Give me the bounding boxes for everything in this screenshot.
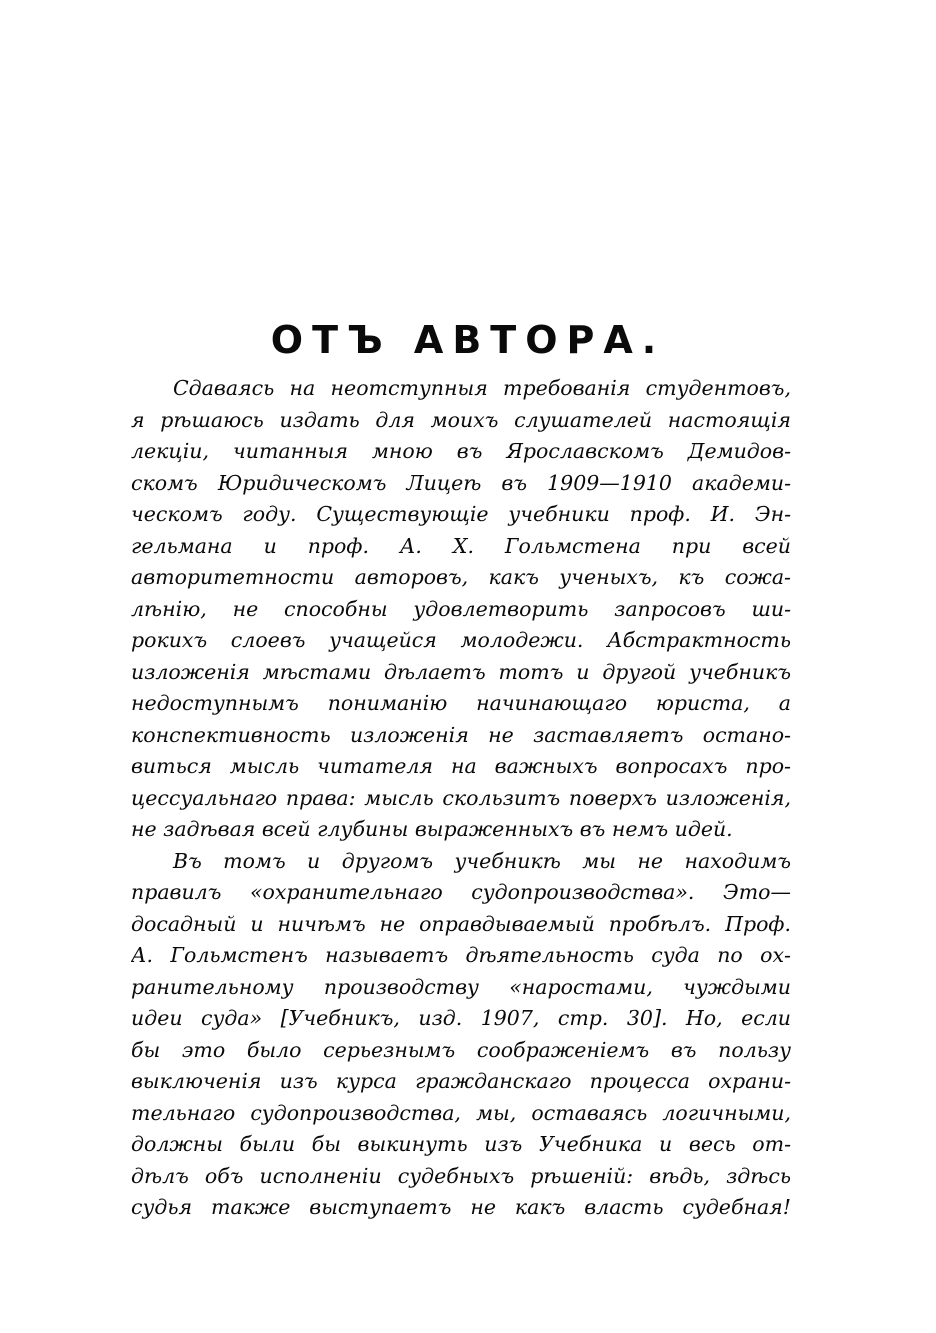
text-line: идеи суда» [Учебникъ, изд. 1907, стр. 30]. Но, если — [131, 1006, 791, 1030]
text-line: досадный и ничѣмъ не оправдываемый пробѣлъ. Проф. — [131, 911, 791, 936]
text-line: скомъ Юридическомъ Лицеѣ въ 1909—1910 академи- — [131, 470, 791, 495]
text-line: должны были бы выкинуть изъ Учебника и весь от- — [131, 1132, 791, 1156]
text-line: виться мысль читателя на важныхъ вопросахъ про- — [131, 754, 791, 778]
text-line: ранительному производству «наростами, чуждыми — [131, 974, 791, 999]
text-line: тельнаго судопроизводства, мы, оставаясь логичными, — [131, 1100, 791, 1125]
text-line: ческомъ году. Существующіе учебники проф. И. Эн- — [131, 502, 791, 526]
text-line: конспективность изложенія не заставляетъ остано- — [131, 722, 791, 747]
text-line: Сдаваясь на неотступныя требованія студентовъ, — [173, 376, 791, 400]
text-line: недоступнымъ пониманію начинающаго юриста, а — [131, 691, 791, 715]
text-line: правилъ «охранительнаго судопроизводства». Это— — [131, 880, 791, 904]
text-line: бы это было серьезнымъ соображеніемъ въ пользу — [131, 1037, 791, 1062]
text-line: цессуальнаго права: мысль скользитъ поверхъ изложенія, — [131, 785, 791, 810]
page-heading: ОТЪ АВТОРА. — [270, 318, 666, 362]
author-preface-text — [131, 373, 791, 1224]
text-line: дѣлъ объ исполненіи судебныхъ рѣшеній: вѣдь, здѣсь — [131, 1163, 791, 1188]
text-line: А. Гольмстенъ называетъ дѣятельность суда по ох- — [131, 943, 791, 967]
text-line: лекціи, читанныя мною въ Ярославскомъ Демидов- — [131, 439, 791, 463]
text-line: изложенія мѣстами дѣлаетъ тотъ и другой учебникъ — [131, 659, 791, 684]
text-line: лѣнію, не способны удовлетворить запросовъ ши- — [131, 596, 791, 621]
text-line: авторитетности авторовъ, какъ ученыхъ, къ сожа- — [131, 565, 791, 589]
text-line: я рѣшаюсь издать для моихъ слушателей настоящія — [131, 407, 791, 432]
text-line: Въ томъ и другомъ учебникѣ мы не находимъ — [173, 848, 791, 873]
text-line: выключенія изъ курса гражданскаго процесса охрани- — [131, 1069, 791, 1093]
text-line: не задѣвая всей глубины выраженныхъ въ немъ идей. — [131, 817, 733, 841]
text-line: рокихъ слоевъ учащейся молодежи. Абстрактность — [131, 628, 791, 652]
text-line: судья также выступаетъ не какъ власть судебная! — [131, 1195, 791, 1219]
text-line: гельмана и проф. А. Х. Гольмстена при всей — [131, 533, 791, 558]
